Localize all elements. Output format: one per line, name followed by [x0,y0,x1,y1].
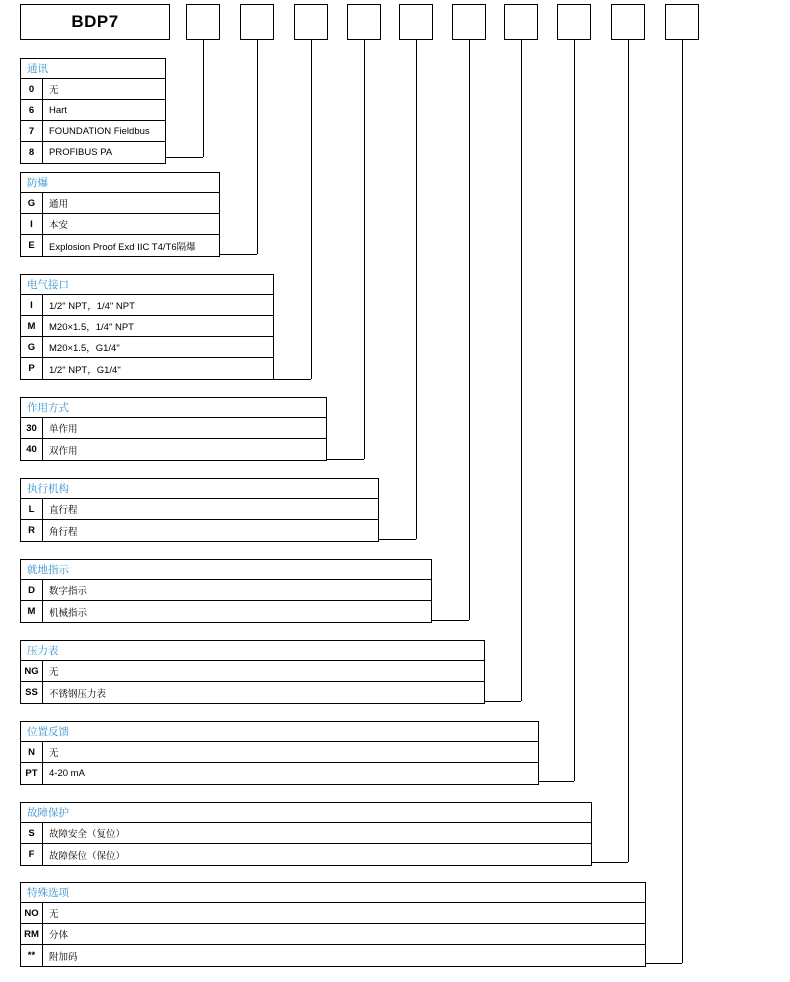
group-title: 电气接口 [21,275,273,295]
option-label: M20×1.5，G1/4" [49,343,120,354]
code-slot-2[interactable] [240,4,274,40]
code-slot-3[interactable] [294,4,328,40]
option-row[interactable] [21,823,591,844]
option-code: D [21,580,43,600]
group-title: 通讯 [21,59,165,79]
option-label: 数字指示 [49,586,88,597]
option-row[interactable] [21,682,484,703]
option-row[interactable] [21,121,165,142]
option-code: NG [21,661,43,681]
connector-line-group-10 [682,40,683,963]
group-title: 防爆 [21,173,219,193]
option-group-pressure-gauge [20,640,485,704]
connector-line-group-3 [311,40,312,379]
option-label: 不锈钢压力表 [49,688,107,700]
model-base-code-label: BDP7 [71,12,119,31]
option-group-explosion-proof [20,172,220,257]
group-title: 位置反馈 [21,722,538,742]
group-title: 特殊选项 [21,883,645,903]
code-slot-10[interactable] [665,4,699,40]
option-label: 故障保位（保位） [49,850,126,862]
connector-hook-group-3 [273,379,311,380]
connector-hook-group-10 [644,963,682,964]
option-label: 角行程 [49,526,78,538]
option-code: 8 [21,142,43,163]
option-code: 30 [21,418,43,438]
option-row[interactable] [21,193,219,214]
option-group-communication [20,58,166,164]
option-code: L [21,499,43,519]
connector-hook-group-1 [165,157,203,158]
option-row[interactable] [21,661,484,682]
option-label: Hart [49,104,67,116]
option-code: P [21,358,43,379]
option-row[interactable] [21,903,645,924]
option-label: 无 [49,85,59,96]
option-row[interactable] [21,295,273,316]
code-slot-6[interactable] [452,4,486,40]
option-row[interactable] [21,100,165,121]
connector-line-group-8 [574,40,575,781]
option-row[interactable] [21,418,326,439]
option-code: ** [21,945,43,966]
option-code: 40 [21,439,43,460]
option-label: 单作用 [49,424,78,435]
option-label: Explosion Proof Exd IIC T4/T6隔爆 [49,241,196,253]
option-code: NO [21,903,43,923]
option-group-local-indication [20,559,432,623]
group-title: 就地指示 [21,560,431,580]
option-row[interactable] [21,601,431,622]
code-slot-9[interactable] [611,4,645,40]
option-label: 直行程 [49,505,78,516]
connector-line-group-5 [416,40,417,539]
option-row[interactable] [21,316,273,337]
option-row[interactable] [21,337,273,358]
option-group-fault-protection [20,802,592,866]
code-slot-1[interactable] [186,4,220,40]
option-label: 故障安全（复位） [49,829,126,840]
connector-line-group-9 [628,40,629,862]
option-code: 7 [21,121,43,141]
option-code: I [21,214,43,234]
option-label: 1/2" NPT，1/4" NPT [49,301,135,312]
option-code: N [21,742,43,762]
option-label: 无 [49,909,59,920]
connector-hook-group-5 [378,539,416,540]
connector-line-group-4 [364,40,365,459]
connector-hook-group-4 [326,459,364,460]
connector-hook-group-2 [219,254,257,255]
option-code: E [21,235,43,256]
connector-hook-group-6 [431,620,469,621]
option-code: S [21,823,43,843]
option-label: 双作用 [49,445,78,457]
code-slot-4[interactable] [347,4,381,40]
option-code: I [21,295,43,315]
option-label: 本安 [49,220,69,231]
option-row[interactable] [21,520,378,541]
option-label: 分体 [49,930,69,941]
group-title: 故障保护 [21,803,591,823]
option-label: 无 [49,667,59,678]
option-code: G [21,337,43,357]
option-row[interactable] [21,358,273,379]
option-row[interactable] [21,235,219,256]
option-label: 1/2" NPT，G1/4" [49,364,121,376]
connector-hook-group-7 [483,701,521,702]
option-label: 附加码 [49,951,78,963]
model-base-code-box [20,4,170,40]
option-code: 6 [21,100,43,120]
option-row[interactable] [21,742,538,763]
option-row[interactable] [21,142,165,163]
connector-line-group-6 [469,40,470,620]
code-slot-8[interactable] [557,4,591,40]
option-code: SS [21,682,43,703]
code-slot-7[interactable] [504,4,538,40]
group-title: 作用方式 [21,398,326,418]
option-row[interactable] [21,79,165,100]
option-code: M [21,316,43,336]
option-label: 通用 [49,199,69,210]
option-row[interactable] [21,580,431,601]
option-label: PROFIBUS PA [49,147,113,158]
option-label: M20×1.5，1/4" NPT [49,322,134,333]
option-code: PT [21,763,43,784]
code-slot-5[interactable] [399,4,433,40]
group-title: 执行机构 [21,479,378,499]
connector-hook-group-8 [536,781,574,782]
connector-hook-group-9 [590,862,628,863]
option-row[interactable] [21,924,645,945]
option-code: R [21,520,43,541]
connector-line-group-7 [521,40,522,701]
option-row[interactable] [21,439,326,460]
option-label: FOUNDATION Fieldbus [49,125,150,137]
option-row[interactable] [21,763,538,784]
option-code: G [21,193,43,213]
connector-line-group-1 [203,40,204,157]
option-code: 0 [21,79,43,99]
option-label: 机械指示 [49,607,88,619]
option-label: 4-20 mA [49,768,85,779]
option-group-special-options [20,882,646,967]
option-code: F [21,844,43,865]
option-row[interactable] [21,844,591,865]
option-code: M [21,601,43,622]
option-group-action-type [20,397,327,461]
option-group-actuator [20,478,379,542]
option-code: RM [21,924,43,944]
option-group-position-feedback [20,721,539,785]
option-row[interactable] [21,214,219,235]
option-group-electrical-connection [20,274,274,380]
option-label: 无 [49,748,59,759]
option-row[interactable] [21,499,378,520]
group-title: 压力表 [21,641,484,661]
connector-line-group-2 [257,40,258,254]
option-row[interactable] [21,945,645,966]
